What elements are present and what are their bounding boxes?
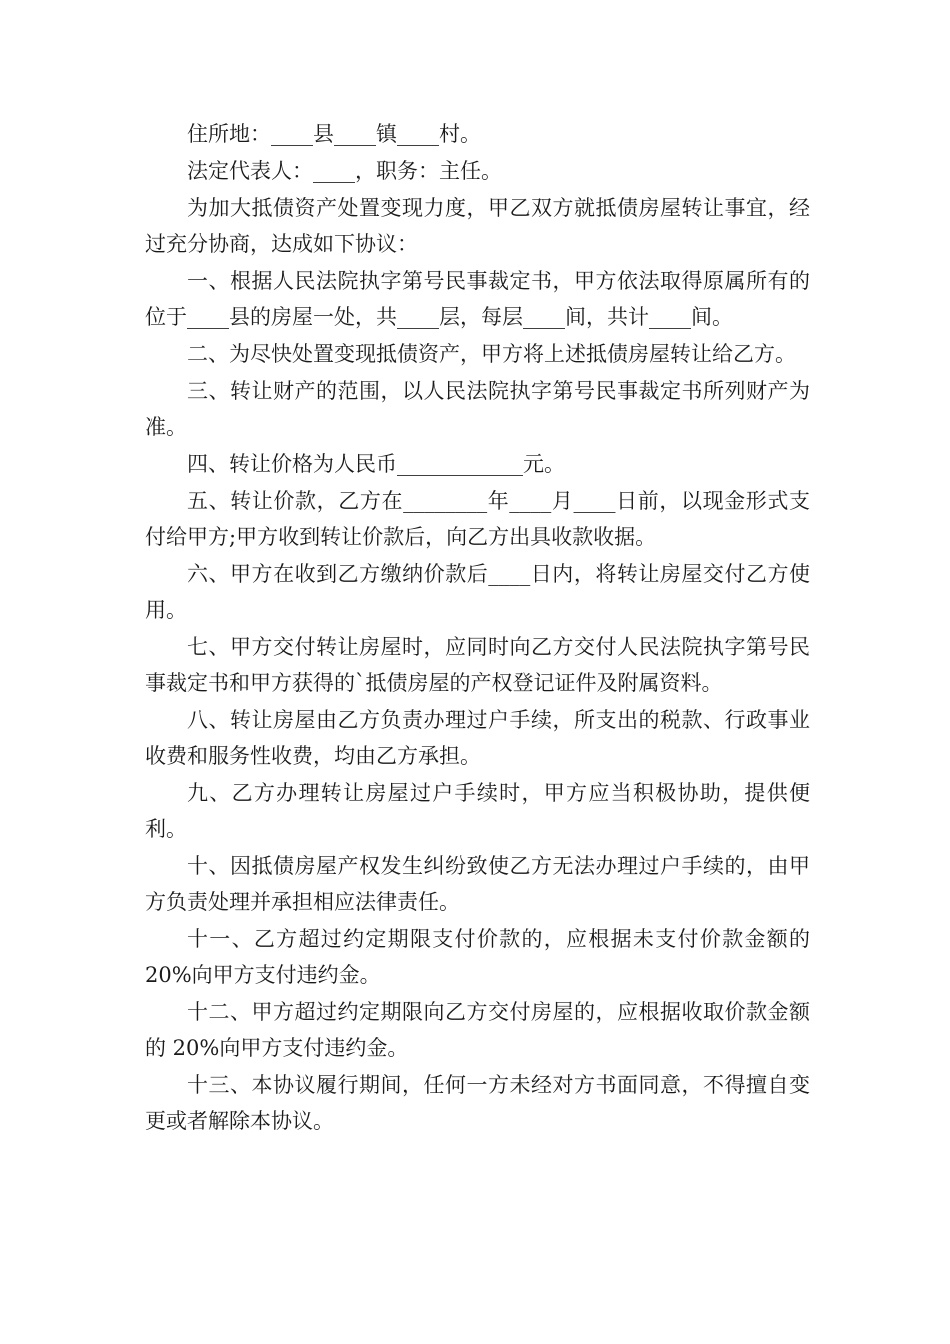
paragraph-preamble: 为加大抵债资产处置变现力度，甲乙双方就抵债房屋转让事宜，经过充分协商，达成如下协议：	[145, 196, 810, 256]
document-body	[145, 116, 810, 1140]
clause-4: 四、转让价格为人民币____________元。	[187, 452, 565, 476]
clause-7: 七、甲方交付转让房屋时，应同时向乙方交付人民法院执字第号民事裁定书和甲方获得的`抵债房屋的产权登记证件及附属资料。	[145, 635, 810, 695]
clause-11: 十一、乙方超过约定期限支付价款的，应根据未支付价款金额的 20%向甲方支付违约金。	[145, 927, 810, 987]
clause-12: 十二、甲方超过约定期限向乙方交付房屋的，应根据收取价款金额的 20%向甲方支付违约金。	[145, 1000, 810, 1060]
clause-1: 一、根据人民法院执字第号民事裁定书，甲方依法取得原属所有的位于____县的房屋一处，共____层，每层____间，共计____间。	[145, 269, 810, 329]
clause-13: 十三、本协议履行期间，任何一方未经对方书面同意，不得擅自变更或者解除本协议。	[145, 1073, 810, 1133]
clause-6: 六、甲方在收到乙方缴纳价款后____日内，将转让房屋交付乙方使用。	[145, 562, 810, 622]
clause-2: 二、为尽快处置变现抵债资产，甲方将上述抵债房屋转让给乙方。	[187, 342, 796, 366]
clause-10: 十、因抵债房屋产权发生纠纷致使乙方无法办理过户手续的，由甲方负责处理并承担相应法律责任。	[145, 854, 810, 914]
clause-8: 八、转让房屋由乙方负责办理过户手续，所支出的税款、行政事业收费和服务性收费，均由乙方承担。	[145, 708, 810, 768]
clause-5: 五、转让价款，乙方在________年____月____日前，以现金形式支付给甲方;甲方收到转让价款后，向乙方出具收款收据。	[145, 489, 810, 549]
paragraph-legal-representative: 法定代表人：____，职务：主任。	[187, 159, 502, 183]
clause-9: 九、乙方办理转让房屋过户手续时，甲方应当积极协助，提供便利。	[145, 781, 810, 841]
paragraph-address: 住所地：____县____镇____村。	[187, 122, 481, 146]
clause-3: 三、转让财产的范围，以人民法院执字第号民事裁定书所列财产为准。	[145, 379, 810, 439]
